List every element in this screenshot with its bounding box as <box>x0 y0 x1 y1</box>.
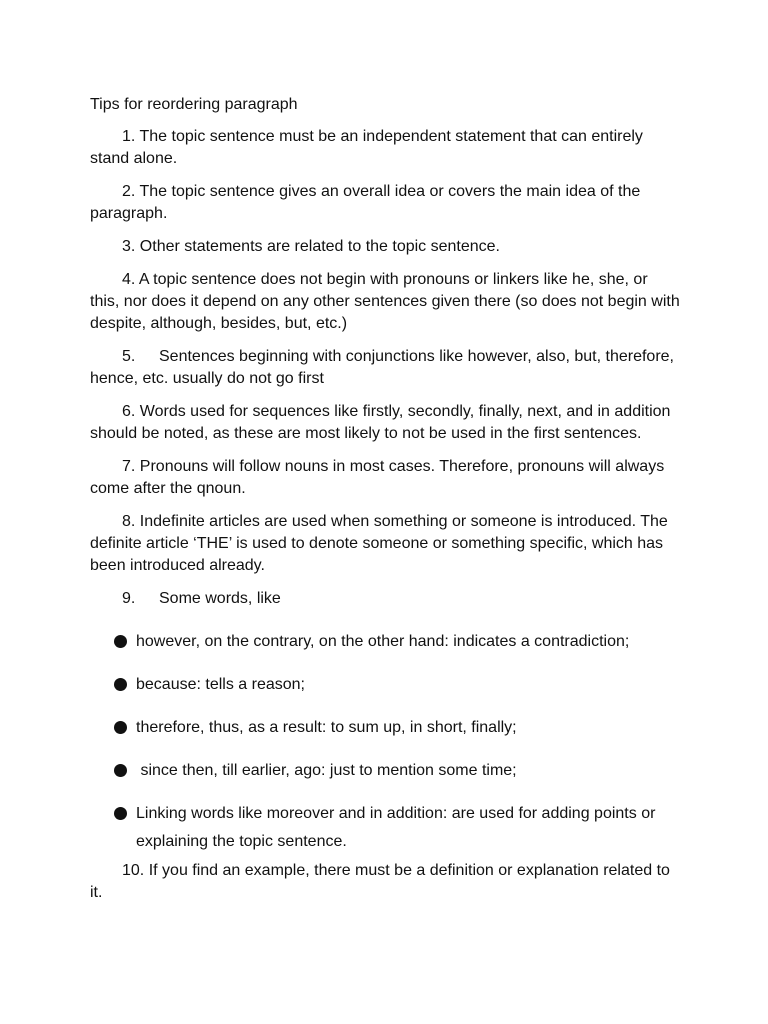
list-item <box>90 800 680 856</box>
document-title: Tips for reordering paragraph <box>90 96 298 113</box>
tip-number: 8. <box>122 513 136 530</box>
tip-number: 10. <box>122 862 145 879</box>
bullet-icon <box>114 635 127 648</box>
tip-text: Words used for sequences like firstly, secondly, finally, next, and in addition should be noted, as these are most likely to not be used in the first sentences. <box>90 403 671 442</box>
tip-item-6 <box>90 401 680 445</box>
tip-item-7 <box>90 456 680 500</box>
document-page <box>90 94 680 915</box>
tip-text: Indefinite articles are used when something or someone is introduced. The definite article ‘THE’ is used to denote someone or something specific, which has been introduced already. <box>90 513 668 574</box>
tip-number: 6. <box>122 403 136 420</box>
tip-text: If you find an example, there must be a definition or explanation related to it. <box>90 862 670 901</box>
list-item-text: Linking words like moreover and in addition: are used for adding points or explaining the topic sentence. <box>136 805 656 850</box>
bullet-icon <box>114 721 127 734</box>
tip-number: 3. <box>122 238 136 255</box>
list-item <box>90 757 680 785</box>
tip-text: The topic sentence gives an overall idea or covers the main idea of the paragraph. <box>90 183 641 222</box>
tip-item-3 <box>90 236 680 258</box>
tip-item-9 <box>90 588 680 610</box>
linking-words-list <box>90 628 680 856</box>
list-item-text: since then, till earlier, ago: just to mention some time; <box>136 762 517 779</box>
tip-text: A topic sentence does not begin with pronouns or linkers like he, she, or this, nor does it depend on any other sentences given there (so does not begin with despite, although, besides, but, etc.) <box>90 271 680 332</box>
tip-number: 5. <box>122 348 136 365</box>
bullet-icon <box>114 807 127 820</box>
list-item-text: however, on the contrary, on the other hand: indicates a contradiction; <box>136 633 630 650</box>
bullet-icon <box>114 764 127 777</box>
list-item <box>90 628 680 656</box>
tip-item-8 <box>90 511 680 577</box>
tip-number: 9. <box>122 590 136 607</box>
tip-text: Some words, like <box>159 590 281 607</box>
list-item <box>90 714 680 742</box>
tip-item-4 <box>90 269 680 335</box>
list-item <box>90 671 680 699</box>
tip-text: Pronouns will follow nouns in most cases. Therefore, pronouns will always come after the qnoun. <box>90 458 665 497</box>
bullet-icon <box>114 678 127 691</box>
list-item-text: therefore, thus, as a result: to sum up, in short, finally; <box>136 719 517 736</box>
tip-number: 4. <box>122 271 136 288</box>
tip-number: 2. <box>122 183 136 200</box>
tip-item-10 <box>90 860 680 904</box>
tip-item-1 <box>90 126 680 170</box>
tip-text: Sentences beginning with conjunctions like however, also, but, therefore, hence, etc. usually do not go first <box>90 348 674 387</box>
tip-text: The topic sentence must be an independent statement that can entirely stand alone. <box>90 128 643 167</box>
tip-text: Other statements are related to the topic sentence. <box>139 238 500 255</box>
tip-number: 1. <box>122 128 136 145</box>
list-item-text: because: tells a reason; <box>136 676 305 693</box>
tip-number: 7. <box>122 458 136 475</box>
tip-item-5 <box>90 346 680 390</box>
tip-item-2 <box>90 181 680 225</box>
